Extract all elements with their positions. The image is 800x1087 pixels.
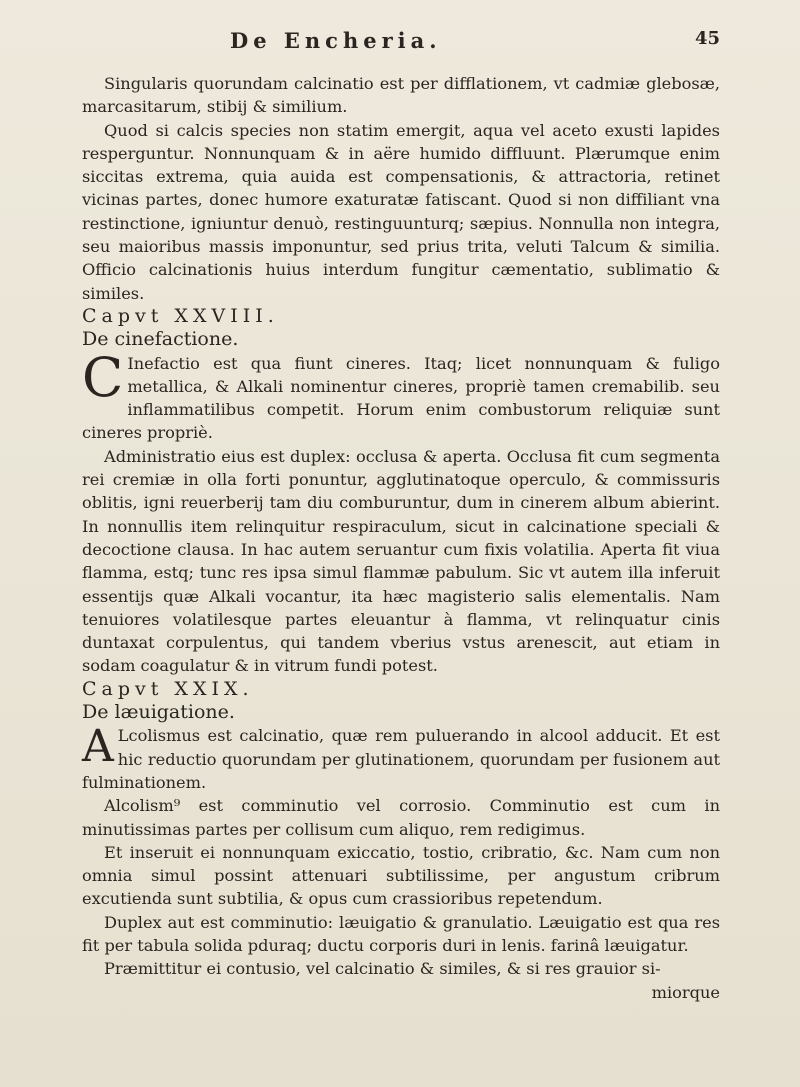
paragraph: Duplex aut est comminutio: læuigatio & granulatio. Læuigatio est qua res fit per tabula solida pduraq; ductu corporis duri in lenis. farinâ læuigatur. xyxy=(82,912,720,955)
chapter-heading: Capvt XXIX. xyxy=(82,677,254,700)
paragraph: Et inseruit ei nonnunquam exiccatio, tostio, cribratio, &c. Nam cum non omnia simul possint attenuari subtilissime, per angustum cribrum excutienda sunt subtilia, & opus cum crassioribus repetendum. xyxy=(82,842,720,909)
paragraph: Administratio eius est duplex: occlusa & aperta. Occlusa fit cum segmenta rei cremiæ in olla forti ponuntur, agglutinatoque operculo, & commissuris oblitis, igni reuerberij tam diu comburuntur, dum in cinerem album abierint. In nonnullis item relinquitur respiraculum, sicut in calcinatione speciali & decoctione clausa. In hac autem seruantur cum fixis volatilia. Aperta fit viua flamma, estq; tunc res ipsa simul flammæ pabulum. Sic vt autem illa inferuit essentijs quæ Alkali vocantur, ita hæc magisterio salis elementalis. Nam tenuiores volatilesque partes eleuantur à flamma, vt relinquatur cinis duntaxat corpulentus, qui tandem vberius vstus arenescit, aut etiam in sodam coagulatur & in vitrum fundi potest. xyxy=(82,446,720,676)
paragraph: Alcolism⁹ est comminutio vel corrosio. Comminutio est cum in minutissimas partes per collisum cum aliquo, rem redigimus. xyxy=(82,796,720,839)
paragraph-text: Lcolismus est calcinatio, quæ rem puluerando in alcool adducit. Et est hic reductio quorundam per glutinationem, quorundam per fusionem aut fulminationem. xyxy=(82,726,720,792)
chapter-heading: Capvt XXVIII. xyxy=(82,304,279,327)
drop-capital: C xyxy=(82,345,124,409)
chapter-title: De cinefactione. xyxy=(82,328,239,351)
page-number: 45 xyxy=(694,28,720,49)
paragraph: Præmittitur ei contusio, vel calcinatio & similes, & si res grauior si- xyxy=(104,959,661,979)
running-head-title: De Encheria. xyxy=(230,28,442,53)
paragraph xyxy=(82,345,720,445)
paragraph: Quod si calcis species non statim emergit, aqua vel aceto exusti lapides resperguntur. Nonnunquam & in aëre humido diffluunt. Plærumque enim siccitas extrema, quia auida est compensationis, & attractoria, retinet vicinas partes, donec humore exaturatæ fatiscant. Quod si non diffiliant vna restinctione, igniuntur denuò, restinguunturq; sæpius. Nonnulla non integra, seu maioribus massis imponuntur, sed prius trita, veluti Talcum & similia. Officio calcinationis huius interdum fungitur cæmentatio, sublimatio & similes. xyxy=(82,120,720,303)
running-head xyxy=(230,28,720,53)
chapter-title: De læuigatione. xyxy=(82,701,235,724)
catchword: miorque xyxy=(651,982,720,1002)
paragraph: Singularis quorundam calcinatio est per difflationem, vt cadmiæ glebosæ, marcasitarum, stibij & similium. xyxy=(82,74,720,117)
paragraph xyxy=(82,721,720,794)
drop-capital: A xyxy=(82,721,114,773)
body-text xyxy=(82,72,720,1004)
paragraph-text: Inefactio est qua fiunt cineres. Itaq; licet nonnunquam & fuligo metallica, & Alkali nominentur cineres, propriè tamen cremabilib. seu inflammatilibus competit. Horum enim combustorum reliquiæ sunt cineres propriè. xyxy=(82,353,720,443)
